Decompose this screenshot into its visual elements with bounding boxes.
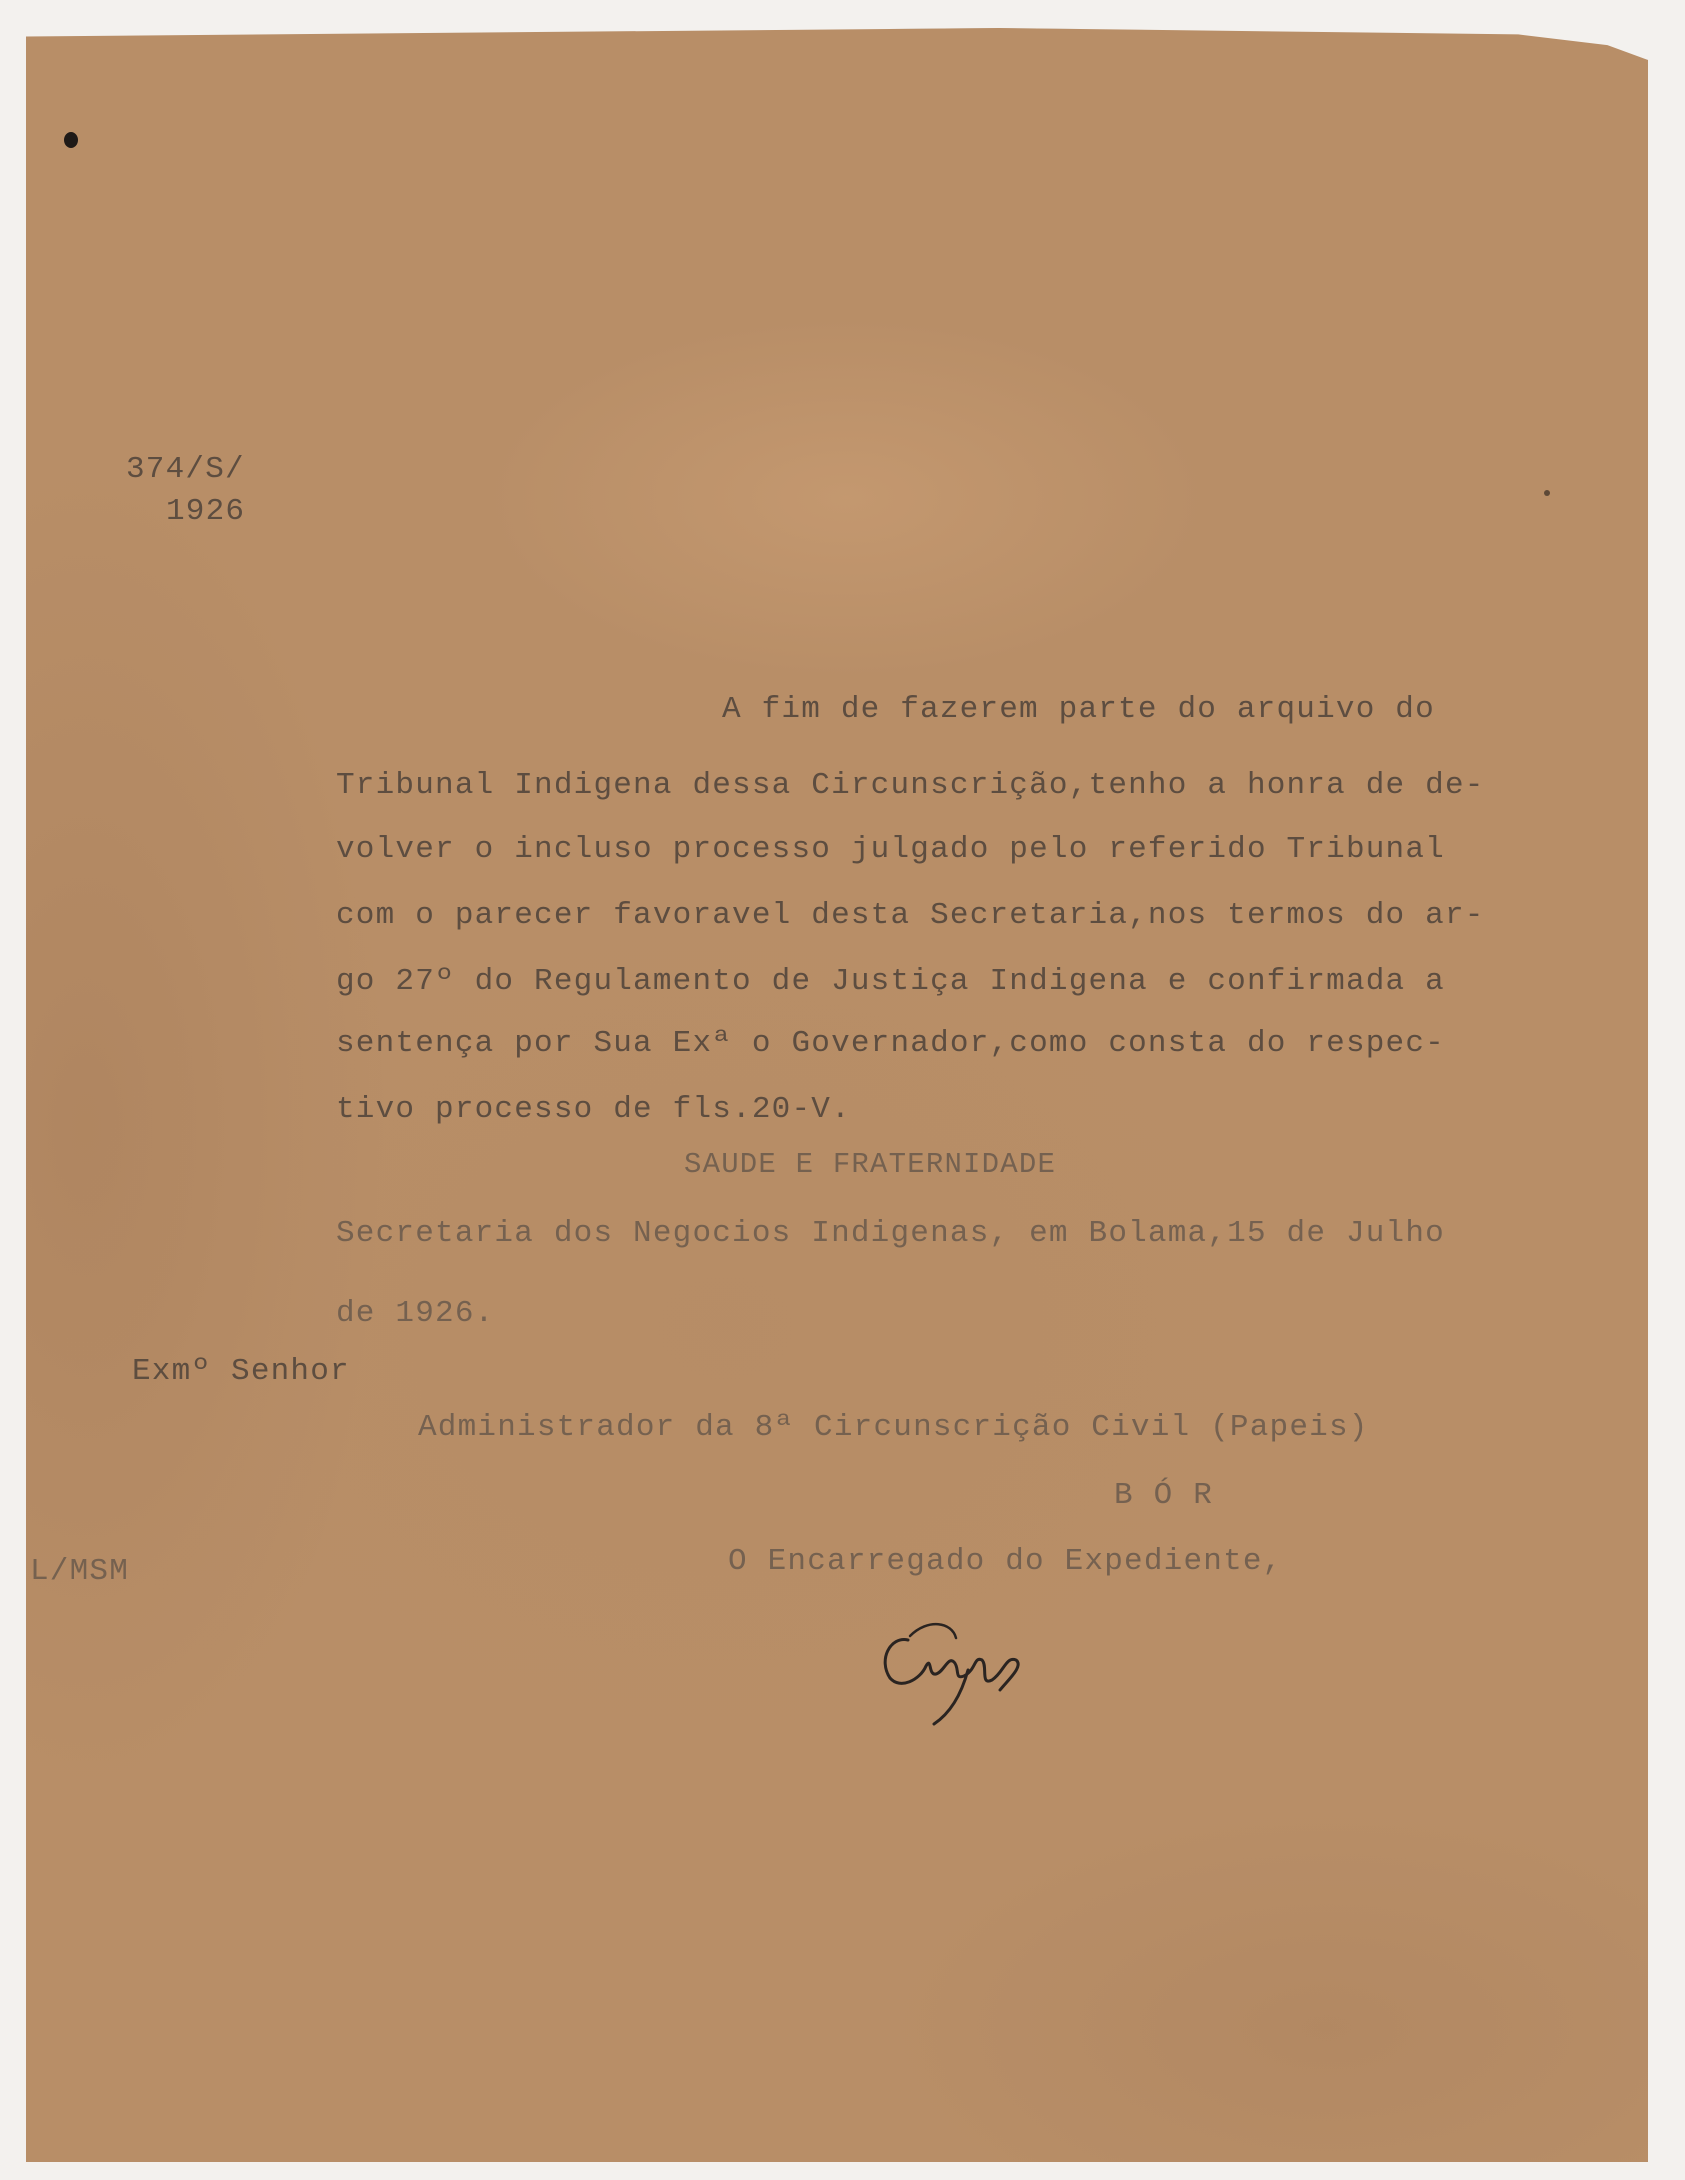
reference-year: 1926 [166,494,246,529]
body-line-5: go 27º do Regulamento de Justiça Indigena e confirmada a [336,964,1445,999]
body-line-2: Tribunal Indigena dessa Circunscrição,tenho a honra de de- [336,768,1485,803]
addressee-location: B Ó R [1114,1478,1214,1513]
handwritten-signature [870,1600,1060,1730]
body-line-7: tivo processo de fls.20-V. [336,1092,851,1127]
place-date-line-2: de 1926. [336,1296,495,1331]
salutation: SAUDE E FRATERNIDADE [684,1148,1057,1181]
place-date-line-1: Secretaria dos Negocios Indigenas, em Bolama,15 de Julho [336,1216,1445,1251]
body-line-6: sentença por Sua Exª o Governador,como consta do respec- [336,1026,1445,1061]
body-line-4: com o parecer favoravel desta Secretaria,nos termos do ar- [336,898,1485,933]
ink-dot [1544,490,1550,496]
addressee-title: Administrador da 8ª Circunscrição Civil (Papeis) [418,1410,1369,1445]
typist-initials: L/MSM [30,1554,130,1589]
addressee-honorific: Exmº Senhor [132,1354,350,1389]
ink-spot [64,132,78,148]
body-line-3: volver o incluso processo julgado pelo referido Tribunal [336,832,1445,867]
signer-title: O Encarregado do Expediente, [728,1544,1283,1579]
reference-number: 374/S/ [126,452,245,487]
body-line-1: A fim de fazerem parte do arquivo do [722,692,1435,727]
